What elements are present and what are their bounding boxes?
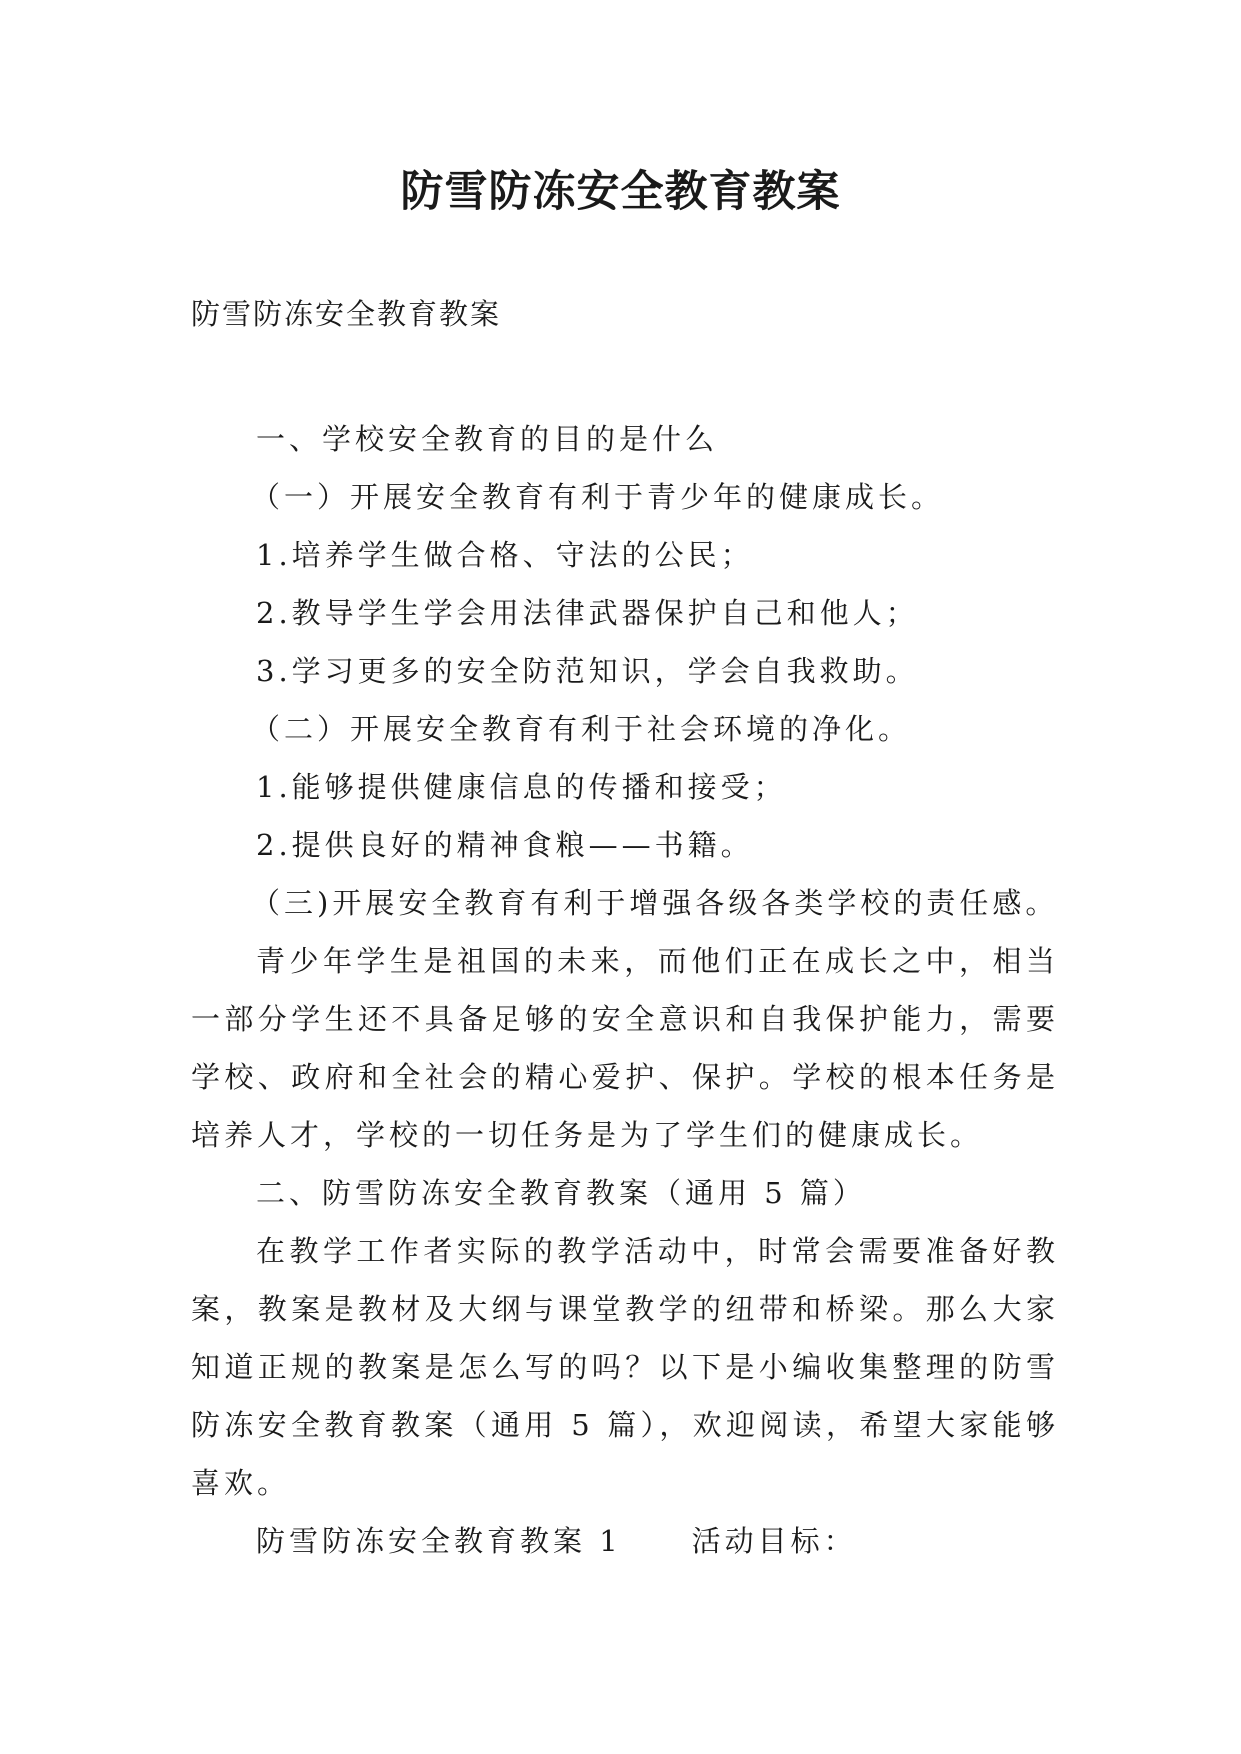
list-item: 1.培养学生做合格、守法的公民； bbox=[256, 538, 754, 572]
subsection-heading: （二）开展安全教育有利于社会环境的净化。 bbox=[251, 712, 912, 746]
list-item: 2.教导学生学会用法律武器保护自己和他人； bbox=[256, 596, 919, 630]
article-heading: 防雪防冻安全教育教案 1 bbox=[256, 1524, 622, 1558]
list-item: 3.学习更多的安全防范知识，学会自我救助。 bbox=[256, 654, 919, 688]
body-paragraph: 在教学工作者实际的教学活动中，时常会需要准备好教案，教案是教材及大纲与课堂教学的纽带和桥梁。那么大家知道正规的教案是怎么写的吗？以下是小编收集整理的防雪防冻安全教育教案（通用 5 篇），欢迎阅读，希望大家能够喜欢。 bbox=[191, 1234, 1059, 1500]
document-body bbox=[191, 410, 1059, 1570]
document-title: 防雪防冻安全教育教案 bbox=[400, 167, 841, 217]
body-paragraph: 青少年学生是祖国的未来，而他们正在成长之中，相当一部分学生还不具备足够的安全意识和自我保护能力，需要学校、政府和全社会的精心爱护、保护。学校的根本任务是培养人才，学校的一切任务是为了学生们的健康成长。 bbox=[191, 944, 1059, 1152]
body-line bbox=[191, 1512, 1059, 1570]
list-item: 1.能够提供健康信息的传播和接受； bbox=[256, 770, 787, 804]
subsection-heading: （三)开展安全教育有利于增强各级各类学校的责任感。 bbox=[251, 886, 1059, 920]
list-item: 2.提供良好的精神食粮——书籍。 bbox=[256, 828, 754, 862]
document-subtitle: 防雪防冻安全教育教案 bbox=[191, 297, 502, 331]
subsection-heading: （一）开展安全教育有利于青少年的健康成长。 bbox=[251, 480, 945, 514]
section-heading: 一、学校安全教育的目的是什么 bbox=[256, 422, 719, 456]
activity-goal-label: 活动目标： bbox=[691, 1524, 857, 1558]
section-heading: 二、防雪防冻安全教育教案（通用 5 篇） bbox=[256, 1176, 866, 1210]
